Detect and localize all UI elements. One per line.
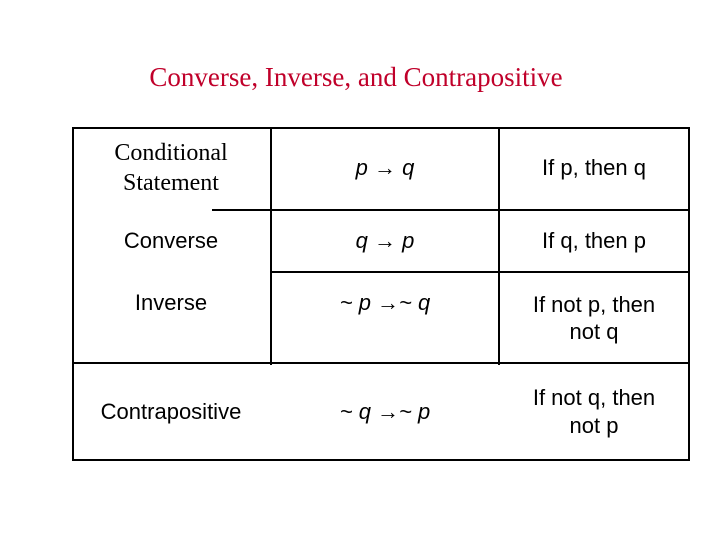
table-border-right — [688, 127, 690, 461]
words-inverse: If not p, then not q — [532, 291, 656, 344]
row-name-conditional: Conditional Statement — [114, 140, 228, 196]
page-title: Converse, Inverse, and Contrapositive — [149, 62, 563, 92]
words-conditional: If p, then q — [542, 155, 646, 181]
formula-converse: q → p — [355, 228, 415, 254]
formula-inverse: ~ p →~ q — [339, 290, 431, 316]
row-name-contrapositive: Contrapositive — [100, 398, 242, 424]
formula-conditional: p → q — [355, 155, 415, 181]
row-name-inverse: Inverse — [134, 290, 208, 316]
formula-contrapositive: ~ q →~ p — [339, 398, 431, 424]
words-converse: If q, then p — [542, 228, 646, 254]
table-border-bottom — [72, 459, 690, 461]
words-contrapositive: If not q, then not p — [532, 385, 656, 438]
logic-table — [72, 127, 690, 461]
row-name-converse: Converse — [123, 228, 219, 254]
